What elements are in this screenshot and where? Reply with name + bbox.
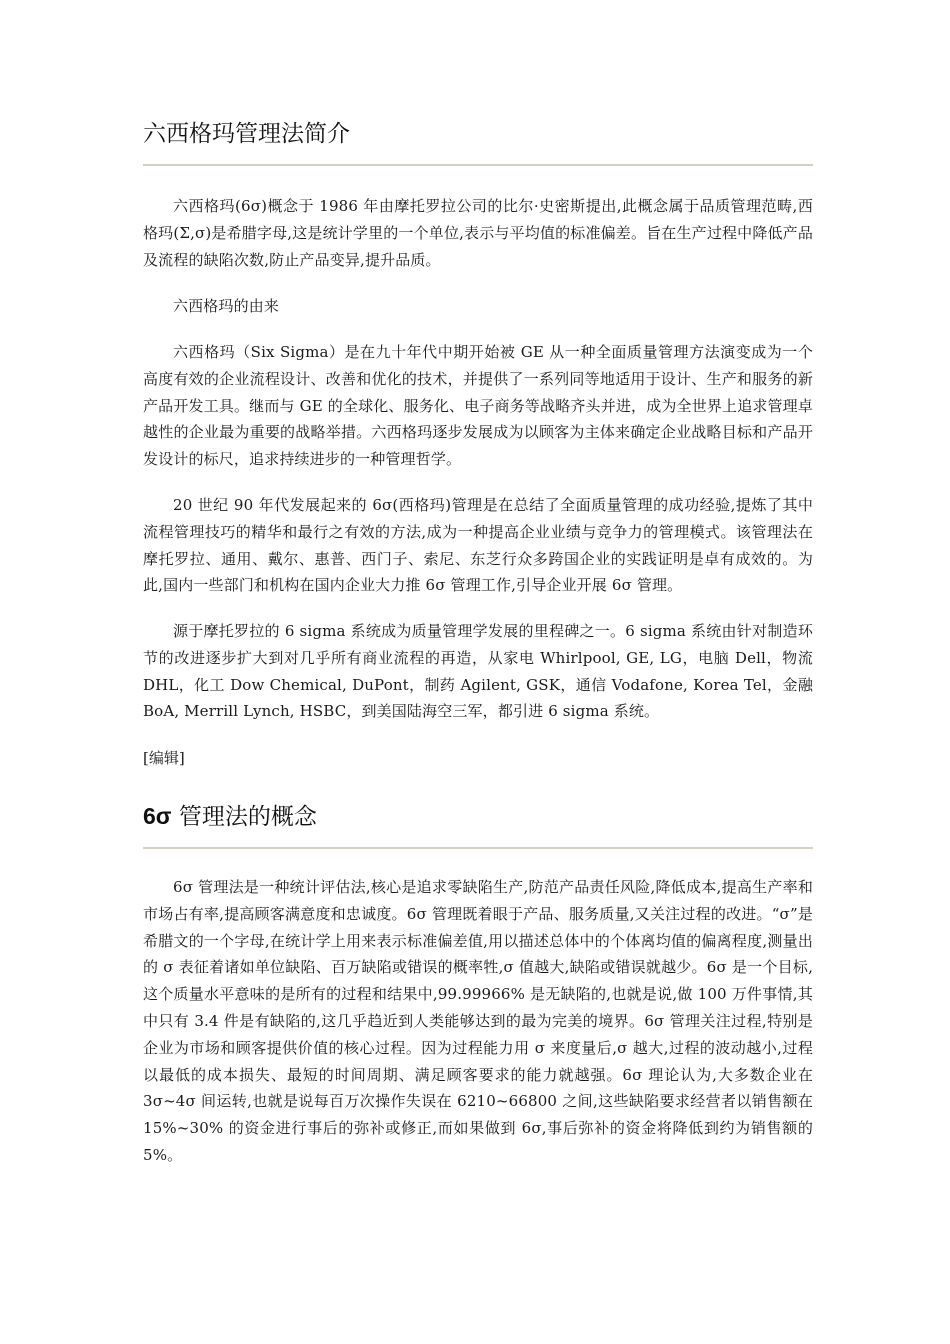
intro-paragraph-1: 六西格玛(6σ)概念于 1986 年由摩托罗拉公司的比尔·史密斯提出,此概念属于品质管理范畴,西格玛(Σ,σ)是希腊字母,这是统计学里的一个单位,表示与平均值的标准偏差。旨在生产过程中降低产品及流程的缺陷次数,防止产品变异,提升品质。	[143, 197, 813, 269]
section-title: 六西格玛管理法简介	[143, 121, 350, 147]
section-title-lead: 6σ	[143, 803, 172, 829]
section-intro	[143, 118, 813, 166]
section-divider	[143, 847, 813, 849]
history-paragraph-block	[143, 492, 813, 599]
adoption-paragraph-block	[143, 618, 813, 725]
concept-paragraph: 6σ 管理法是一种统计评估法,核心是追求零缺陷生产,防范产品责任风险,降低成本,提高生产率和市场占有率,提高顾客满意度和忠诚度。6σ 管理既着眼于产品、服务质量,又关注过程的改进。“σ”是希腊文的一个字母,在统计学上用来表示标准偏差值,用以描述总体中的个体离均值的偏离程度,测量出的 σ 表征着诸如单位缺陷、百万缺陷或错误的概率牲,σ 值越大,缺陷或错误就越少。6σ 是一个目标,这个质量水平意味的是所有的过程和结果中,99.99966% 是无缺陷的,也就是说,做 100 万件事情,其中只有 3.4 件是有缺陷的,这几乎趋近到人类能够达到的最为完美的境界。6σ 管理关注过程,特别是企业为市场和顾客提供价值的核心过程。因为过程能力用 σ 来度量后,σ 越大,过程的波动越小,过程以最低的成本损失、最短的时间周期、满足顾客要求的能力就越强。6σ 理论认为,大多数企业在 3σ~4σ 间运转,也就是说每百万次操作失误在 6210~66800 之间,这些缺陷要求经营者以销售额在 15%~30% 的资金进行事后的弥补或修正,而如果做到 6σ,事后弥补的资金将降低到约为销售额的 5%。	[143, 878, 813, 1164]
section-concept	[143, 800, 813, 849]
section-divider	[143, 164, 813, 166]
edit-link-block	[143, 745, 813, 771]
origin-heading-block	[143, 293, 813, 320]
origin-subheading: 六西格玛的由来	[173, 297, 280, 315]
history-paragraph: 20 世纪 90 年代发展起来的 6σ(西格玛)管理是在总结了全面质量管理的成功经验,提炼了其中流程管理技巧的精华和最行之有效的方法,成为一种提高企业业绩与竞争力的管理模式。该管理法在摩托罗拉、通用、戴尔、惠普、西门子、索尼、东芝行众多跨国企业的实践证明是卓有成效的。为此,国内一些部门和机构在国内企业大力推 6σ 管理工作,引导企业开展 6σ 管理。	[143, 496, 813, 595]
concept-paragraph-block	[143, 874, 813, 1169]
origin-paragraph-block	[143, 339, 813, 473]
edit-link[interactable]: [编辑]	[143, 749, 185, 767]
intro-paragraph-1-block	[143, 193, 813, 273]
adoption-paragraph: 源于摩托罗拉的 6 sigma 系统成为质量管理学发展的里程碑之一。6 sigma 系统由针对制造环节的改进逐步扩大到对几乎所有商业流程的再造，从家电 Whirlpool, GE, LG，电脑 Dell，物流 DHL，化工 Dow Chemical, DuPont，制药 Agilent, GSK，通信 Vodafone, Korea Tel，金融 BoA, Merrill Lynch, HSBC，到美国陆海空三军，都引进 6 sigma 系统。	[143, 622, 813, 721]
section-title-rest: 管理法的概念	[171, 804, 317, 830]
origin-paragraph: 六西格玛（Six Sigma）是在九十年代中期开始被 GE 从一种全面质量管理方法演变成为一个高度有效的企业流程设计、改善和优化的技术，并提供了一系列同等地适用于设计、生产和服务的新产品开发工具。继而与 GE 的全球化、服务化、电子商务等战略齐头并进，成为全世界上追求管理卓越性的企业最为重要的战略举措。六西格玛逐步发展成为以顾客为主体来确定企业战略目标和产品开发设计的标尺，追求持续进步的一种管理哲学。	[143, 343, 813, 469]
section-title-concept	[143, 800, 813, 833]
